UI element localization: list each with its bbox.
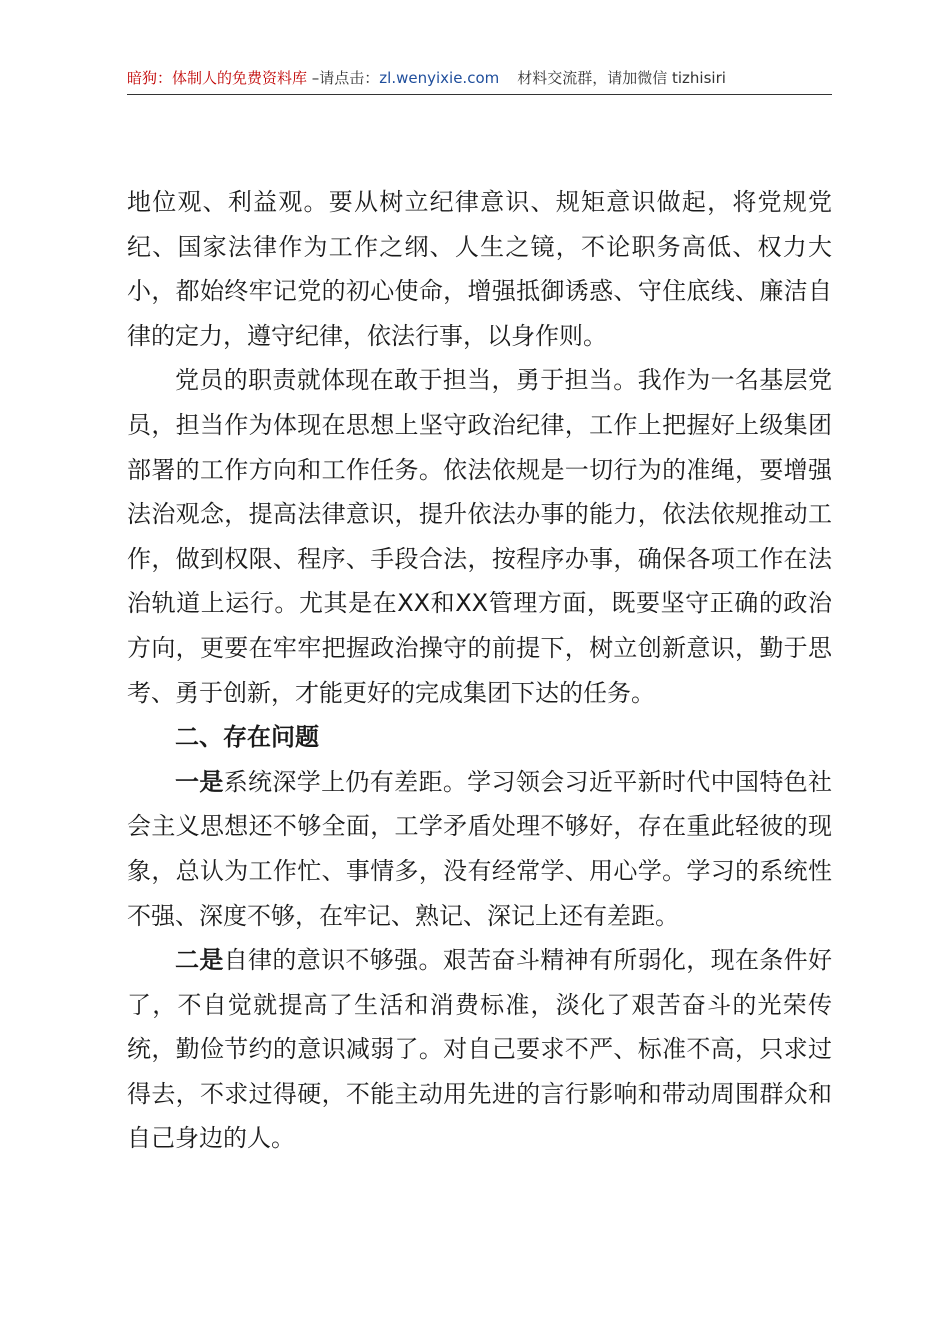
paragraph-continuation: 地位观、利益观。要从树立纪律意识、规矩意识做起，将党规党纪、国家法律作为工作之纲、人生之镜，不论职务高低、权力大小，都始终牢记党的初心使命，增强抵御诱惑、守住底线、廉洁自律的定力，遵守纪律，依法行事，以身作则。 bbox=[127, 188, 832, 350]
header-brand: 暗狗：体制人的免费资料库 bbox=[127, 69, 308, 87]
paragraph-party-duty: 党员的职责就体现在敢于担当，勇于担当。我作为一名基层党员，担当作为体现在思想上坚守政治纪律，工作上把握好上级集团部署的工作方向和工作任务。依法依规是一切行为的准绳，要增强法治观念，提高法律意识，提升依法办事的能力，依法依规推动工作，做到权限、程序、手段合法，按程序办事，确保各项工作在法治轨道上运行。尤其是在XX和XX管理方面，既要坚守正确的政治方向，更要在牢牢把握政治操守的前提下，树立创新意识，勤于思考、勇于创新，才能更好的完成集团下达的任务。 bbox=[127, 366, 832, 707]
header-url-link[interactable]: zl.wenyixie.com bbox=[379, 69, 500, 87]
document-body bbox=[127, 180, 832, 1161]
header-contact: 材料交流群，请加微信 tizhisiri bbox=[517, 69, 726, 87]
paragraph-problem-two bbox=[127, 938, 832, 1161]
problem-one-lead: 一是 bbox=[175, 767, 224, 796]
page-header bbox=[127, 68, 832, 95]
header-separator: –请点击： bbox=[307, 69, 380, 87]
paragraph-problem-one bbox=[127, 760, 832, 938]
problem-one-text: 系统深学上仍有差距。学习领会习近平新时代中国特色社会主义思想还不够全面，工学矛盾处理不够好，存在重此轻彼的现象，总认为工作忙、事情多，没有经常学、用心学。学习的系统性不强、深度不够，在牢记、熟记、深记上还有差距。 bbox=[127, 767, 833, 930]
problem-two-lead: 二是 bbox=[175, 946, 224, 975]
section-heading-problems: 二、存在问题 bbox=[175, 723, 319, 752]
problem-two-text: 自律的意识不够强。艰苦奋斗精神有所弱化，现在条件好了，不自觉就提高了生活和消费标准，淡化了艰苦奋斗的光荣传统，勤俭节约的意识减弱了。对自己要求不严、标准不高，只求过得去，不求过得硬，不能主动用先进的言行影响和带动周围群众和自己身边的人。 bbox=[127, 946, 833, 1153]
